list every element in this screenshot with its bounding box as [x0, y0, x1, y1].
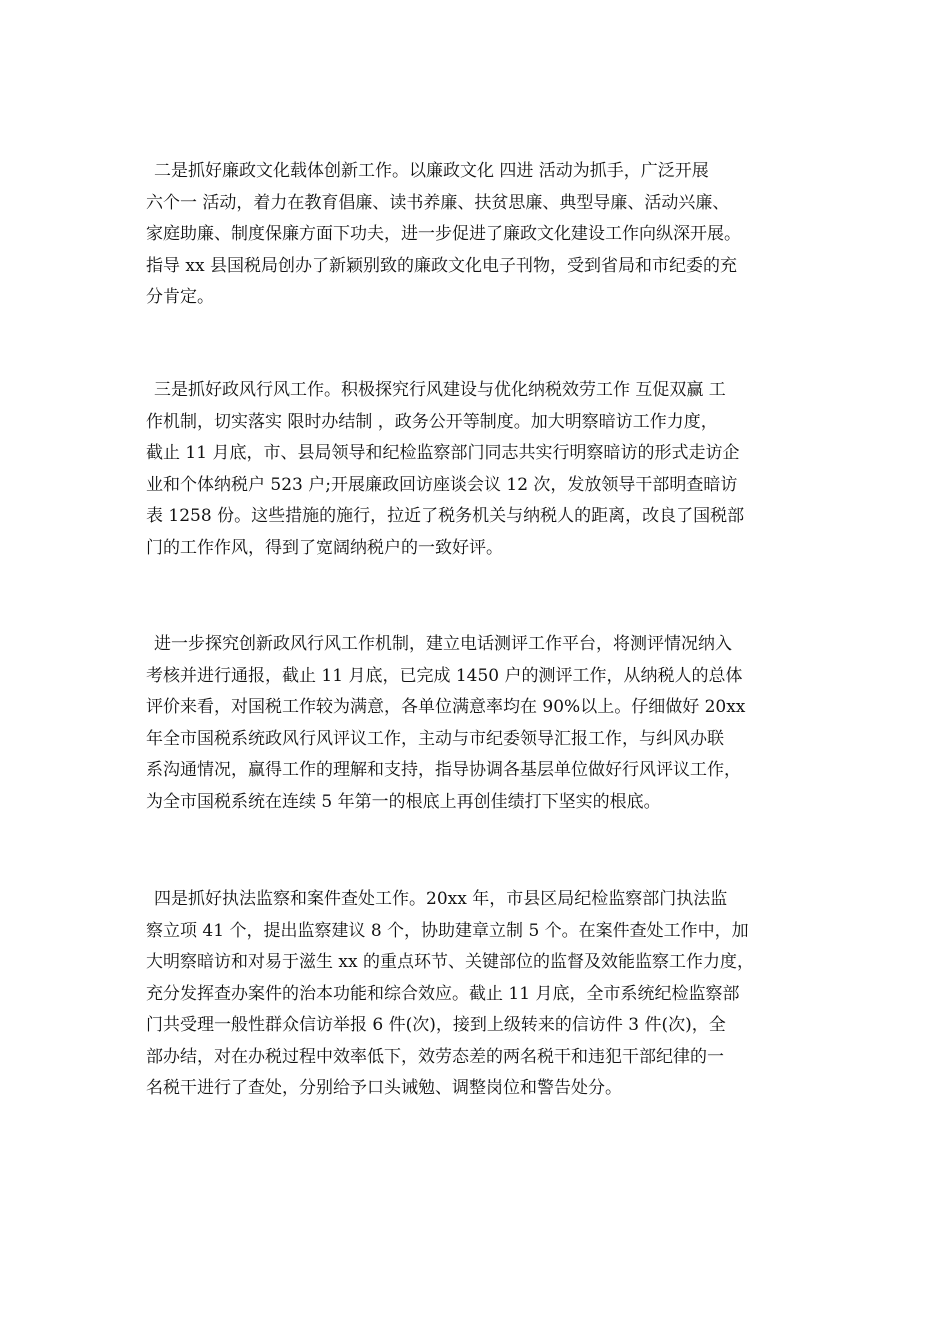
text-line: 系沟通情况，赢得工作的理解和支持，指导协调各基层单位做好行风评议工作，	[146, 760, 741, 780]
paragraph-1	[146, 156, 836, 314]
paragraph-4	[146, 884, 836, 1105]
text-line: 截止 11 月底，市、县局领导和纪检监察部门同志共实行明察暗访的形式走访企	[146, 443, 740, 463]
text-line: 考核并进行通报，截止 11 月底，已完成 1450 户的测评工作，从纳税人的总体	[146, 665, 743, 686]
text-line: 业和个体纳税户 523 户;开展廉政回访座谈会议 12 次，发放领导干部明查暗访	[146, 474, 738, 495]
paragraph-2	[146, 375, 836, 564]
text-line: 三是抓好政风行风工作。积极探究行风建设与优化纳税效劳工作 互促双赢 工	[154, 380, 726, 400]
text-line: 四是抓好执法监察和案件查处工作。20xx 年，市县区局纪检监察部门执法监	[154, 889, 728, 909]
text-line: 指导 xx 县国税局创办了新颖别致的廉政文化电子刊物，受到省局和市纪委的充	[146, 255, 737, 276]
text-line: 二是抓好廉政文化载体创新工作。以廉政文化 四进 活动为抓手，广泛开展	[154, 161, 709, 181]
text-line: 评价来看，对国税工作较为满意，各单位满意率均在 90%以上。仔细做好 20xx	[146, 697, 746, 717]
text-line: 进一步探究创新政风行风工作机制，建立电话测评工作平台，将测评情况纳入	[154, 634, 732, 654]
text-line: 为全市国税系统在连续 5 年第一的根底上再创佳绩打下坚实的根底。	[146, 791, 661, 812]
text-line: 年全市国税系统政风行风评议工作，主动与市纪委领导汇报工作，与纠风办联	[146, 728, 724, 749]
text-line: 作机制，切实落实 限时办结制 ，政务公开等制度。加大明察暗访工作力度，	[146, 411, 718, 432]
paragraph-3	[146, 629, 836, 818]
text-line: 分肯定。	[146, 287, 214, 307]
text-line: 六个一 活动，着力在教育倡廉、读书养廉、扶贫思廉、典型导廉、活动兴廉、	[146, 192, 730, 213]
text-line: 部办结，对在办税过程中效率低下，效劳态差的两名税干和违犯干部纪律的一	[146, 1046, 724, 1067]
text-line: 门的工作作风，得到了宽阔纳税户的一致好评。	[146, 537, 503, 558]
text-line: 充分发挥查办案件的治本功能和综合效应。截止 11 月底，全市系统纪检监察部	[146, 983, 740, 1004]
text-line: 家庭助廉、制度保廉方面下功夫，进一步促进了廉政文化建设工作向纵深开展。	[146, 224, 741, 244]
text-line: 表 1258 份。这些措施的施行，拉近了税务机关与纳税人的距离，改良了国税部	[146, 506, 745, 526]
text-line: 大明察暗访和对易于滋生 xx 的重点环节、关键部位的监督及效能监察工作力度，	[146, 952, 754, 972]
text-line: 名税干进行了查处，分别给予口头诫勉、调整岗位和警告处分。	[146, 1078, 622, 1098]
text-line: 门共受理一般性群众信访举报 6 件(次)，接到上级转来的信访件 3 件(次)，全	[146, 1015, 726, 1035]
text-line: 察立项 41 个，提出监察建议 8 个，协助建章立制 5 个。在案件查处工作中，加	[146, 920, 749, 941]
